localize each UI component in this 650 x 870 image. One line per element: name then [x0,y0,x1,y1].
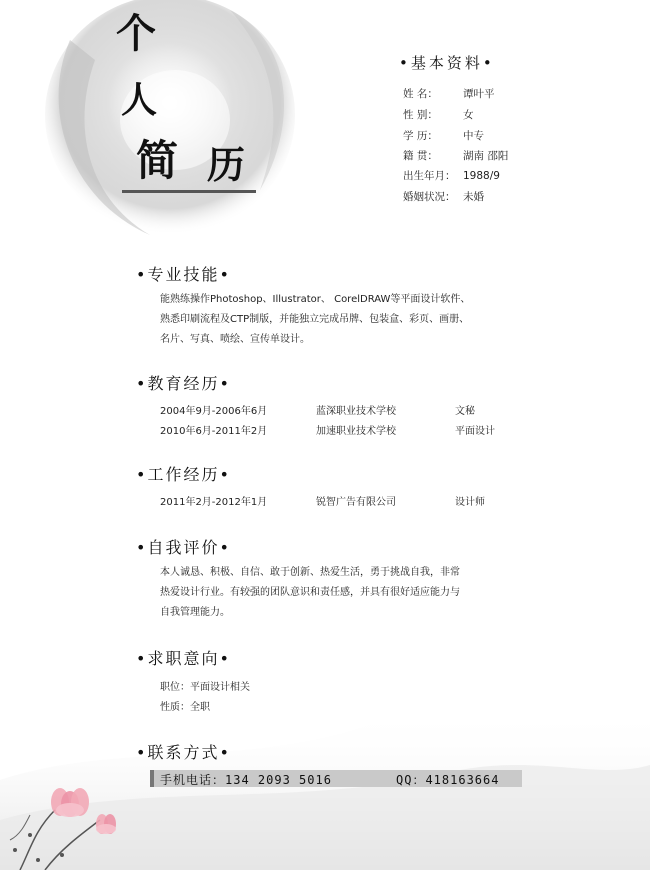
basic-info-value: 湖南 邵阳 [463,150,509,162]
ink-wash-decoration [0,0,340,260]
skills-line: 名片、写真、喷绘、宣传单设计。 [160,334,310,345]
basic-info-label: 婚姻状况： [403,191,456,203]
basic-info-heading: •基本资料• [399,54,495,72]
work-company: 锐智广告有限公司 [316,497,396,508]
self-eval-heading: •自我评价• [136,538,231,557]
basic-info-value: 谭叶平 [463,88,495,100]
intention-line: 职位：平面设计相关 [160,682,250,693]
basic-info-row [403,128,484,143]
skills-line: 熟悉印刷流程及CTP制版，并能独立完成吊牌、包装盒、彩页、画册、 [160,314,470,325]
basic-info-value: 女 [463,109,474,121]
basic-info-row [403,168,500,183]
intention-heading: •求职意向• [136,649,231,668]
contact-phone: 手机电话：134 2093 5016 [160,773,332,787]
education-major: 平面设计 [455,426,495,437]
skills-line: 能熟练操作Photoshop、Illustrator、 CorelDRAW等平面设计软件、 [160,294,471,305]
title-char-4: 历 [207,142,246,187]
self-eval-line: 热爱设计行业。有较强的团队意识和责任感，并具有很好适应能力与 [160,587,460,598]
work-heading: •工作经历• [136,465,231,484]
self-eval-line: 自我管理能力。 [160,607,230,618]
basic-info-value: 中专 [463,130,484,142]
self-eval-text [160,563,460,623]
intention-line: 性质：全职 [160,702,210,713]
basic-info-label: 姓 名： [403,88,438,100]
skills-heading: •专业技能• [136,265,231,284]
education-period: 2010年6月-2011年2月 [160,426,268,437]
title-char-3: 简 [136,136,179,185]
contact-qq: QQ：418163664 [396,773,500,787]
basic-info-label: 性 别： [403,109,438,121]
basic-info-value: 未婚 [463,191,484,203]
skills-text [160,290,470,350]
education-school: 加速职业技术学校 [316,426,396,437]
basic-info-label: 籍 贯： [403,150,438,162]
basic-info-row [403,107,474,122]
title-underline [122,190,256,193]
basic-info-row [403,86,495,101]
work-position: 设计师 [455,497,485,508]
intention-text [160,678,250,718]
basic-info-row [403,148,508,163]
education-major: 文秘 [455,406,475,417]
work-period: 2011年2月-2012年1月 [160,497,268,508]
contact-heading: •联系方式• [136,743,231,762]
lotus-flower-decoration [0,780,140,870]
education-period: 2004年9月-2006年6月 [160,406,268,417]
basic-info-label: 出生年月： [403,170,456,182]
title-char-2: 人 [121,79,158,121]
title-char-1: 个 [116,10,156,57]
basic-info-row [403,189,484,204]
basic-info-value: 1988/9 [463,170,500,182]
education-heading: •教育经历• [136,374,231,393]
self-eval-line: 本人诚恳、积极、自信、敢于创新、热爱生活，勇于挑战自我，非常 [160,567,460,578]
education-school: 蓝深职业技术学校 [316,406,396,417]
basic-info-label: 学 历： [403,130,438,142]
